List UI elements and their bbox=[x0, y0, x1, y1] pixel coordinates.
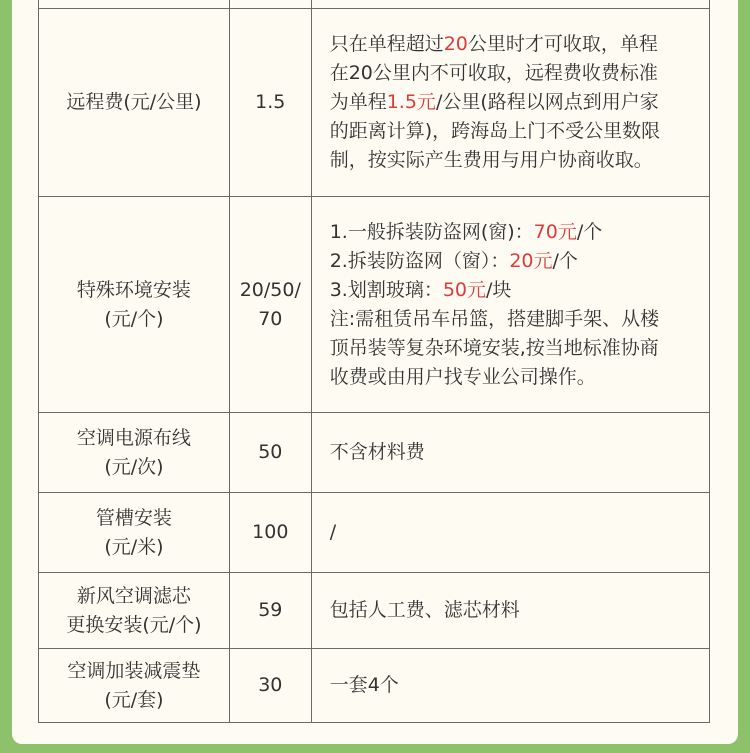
description-text: 收费或由用户找专业公司操作。 bbox=[329, 365, 596, 388]
description-line bbox=[330, 247, 701, 276]
description-text: /块 bbox=[486, 278, 512, 301]
description-text: 不含材料费 bbox=[329, 441, 425, 463]
description-line bbox=[330, 438, 701, 467]
price-value: 1.5 bbox=[255, 91, 286, 113]
highlight-text: 70元 bbox=[533, 220, 577, 243]
item-label: 新风空调滤芯 bbox=[76, 584, 191, 607]
description-text: 公里时才可收取，单程 bbox=[467, 33, 658, 55]
description-text: 只在单程超过 bbox=[329, 33, 444, 55]
price-value: 20/50/ bbox=[239, 278, 301, 301]
description-text: 的距离计算)，跨海岛上门不受公里数限 bbox=[329, 120, 661, 142]
price-table bbox=[38, 0, 710, 723]
description-text: 一套4个 bbox=[329, 674, 399, 696]
item-cell bbox=[39, 573, 230, 649]
description-text: 顶吊装等复杂环境安装,按当地标准协商 bbox=[329, 336, 659, 359]
item-cell bbox=[39, 649, 230, 723]
description-text: /个 bbox=[552, 249, 578, 272]
description-line bbox=[330, 88, 701, 117]
item-cell bbox=[39, 197, 230, 413]
description-line bbox=[330, 334, 701, 363]
item-label: 特殊环境安装 bbox=[76, 278, 191, 301]
description-line bbox=[330, 363, 701, 392]
item-label: 空调加装减震垫 bbox=[67, 659, 201, 682]
description-cell bbox=[311, 9, 709, 197]
description-text: 3.划割玻璃： bbox=[329, 278, 443, 301]
description-line bbox=[330, 218, 701, 247]
description-cell bbox=[311, 197, 709, 413]
item-label: (元/个) bbox=[104, 307, 164, 330]
highlight-text: 50元 bbox=[442, 278, 487, 301]
description-line bbox=[330, 117, 701, 146]
item-label: 更换安装(元/个) bbox=[66, 613, 202, 636]
description-text: 为单程 bbox=[329, 91, 387, 113]
description-line bbox=[330, 596, 701, 625]
price-cell bbox=[229, 9, 311, 197]
description-text: /个 bbox=[576, 220, 603, 243]
description-cell bbox=[311, 649, 709, 723]
description-cell bbox=[311, 413, 709, 493]
highlight-text: 20元 bbox=[509, 249, 553, 272]
item-cell bbox=[39, 493, 230, 573]
description-line bbox=[330, 30, 701, 59]
price-cell bbox=[229, 493, 311, 573]
price-value: 100 bbox=[252, 521, 289, 543]
table-row bbox=[39, 649, 710, 723]
price-value: 30 bbox=[258, 674, 283, 696]
table-row bbox=[39, 493, 710, 573]
description-text: 1.一般拆装防盗网(窗)： bbox=[329, 220, 534, 243]
price-cell bbox=[229, 573, 311, 649]
price-cell bbox=[229, 197, 311, 413]
description-line bbox=[330, 305, 701, 334]
description-line bbox=[330, 671, 701, 700]
highlight-text: 1.5元 bbox=[386, 91, 436, 113]
table-row-top-partial bbox=[39, 0, 710, 9]
price-cell bbox=[229, 649, 311, 723]
description-cell bbox=[311, 493, 709, 573]
description-text: 包括人工费、滤芯材料 bbox=[329, 599, 520, 621]
description-text: / bbox=[329, 521, 337, 543]
table-row bbox=[39, 413, 710, 493]
table-row bbox=[39, 9, 710, 197]
price-value: 50 bbox=[258, 441, 283, 463]
description-line bbox=[330, 59, 701, 88]
price-value: 70 bbox=[258, 307, 283, 330]
price-cell bbox=[229, 413, 311, 493]
item-label: (元/米) bbox=[104, 535, 164, 558]
description-text: 在20公里内不可收取，远程费收费标准 bbox=[329, 62, 658, 84]
item-cell bbox=[39, 9, 230, 197]
description-cell bbox=[311, 573, 709, 649]
description-line bbox=[330, 518, 701, 547]
table-row bbox=[39, 573, 710, 649]
price-value: 59 bbox=[258, 599, 283, 621]
description-line bbox=[330, 276, 701, 305]
item-label: 远程费(元/公里) bbox=[66, 91, 202, 113]
description-text: 2.拆装防盗网（窗）： bbox=[329, 249, 510, 272]
item-label: (元/套) bbox=[104, 688, 164, 711]
description-text: /公里(路程以网点到用户家 bbox=[435, 91, 659, 113]
item-label: 空调电源布线 bbox=[76, 426, 191, 449]
description-text: 制，按实际产生费用与用户协商收取。 bbox=[329, 149, 653, 171]
description-text: 注:需租赁吊车吊篮，搭建脚手架、从楼 bbox=[329, 307, 660, 330]
item-label: 管槽安装 bbox=[95, 506, 172, 529]
highlight-text: 20 bbox=[443, 33, 468, 55]
item-label: (元/次) bbox=[104, 455, 164, 478]
description-line bbox=[330, 146, 701, 175]
item-cell bbox=[39, 413, 230, 493]
table-row bbox=[39, 197, 710, 413]
